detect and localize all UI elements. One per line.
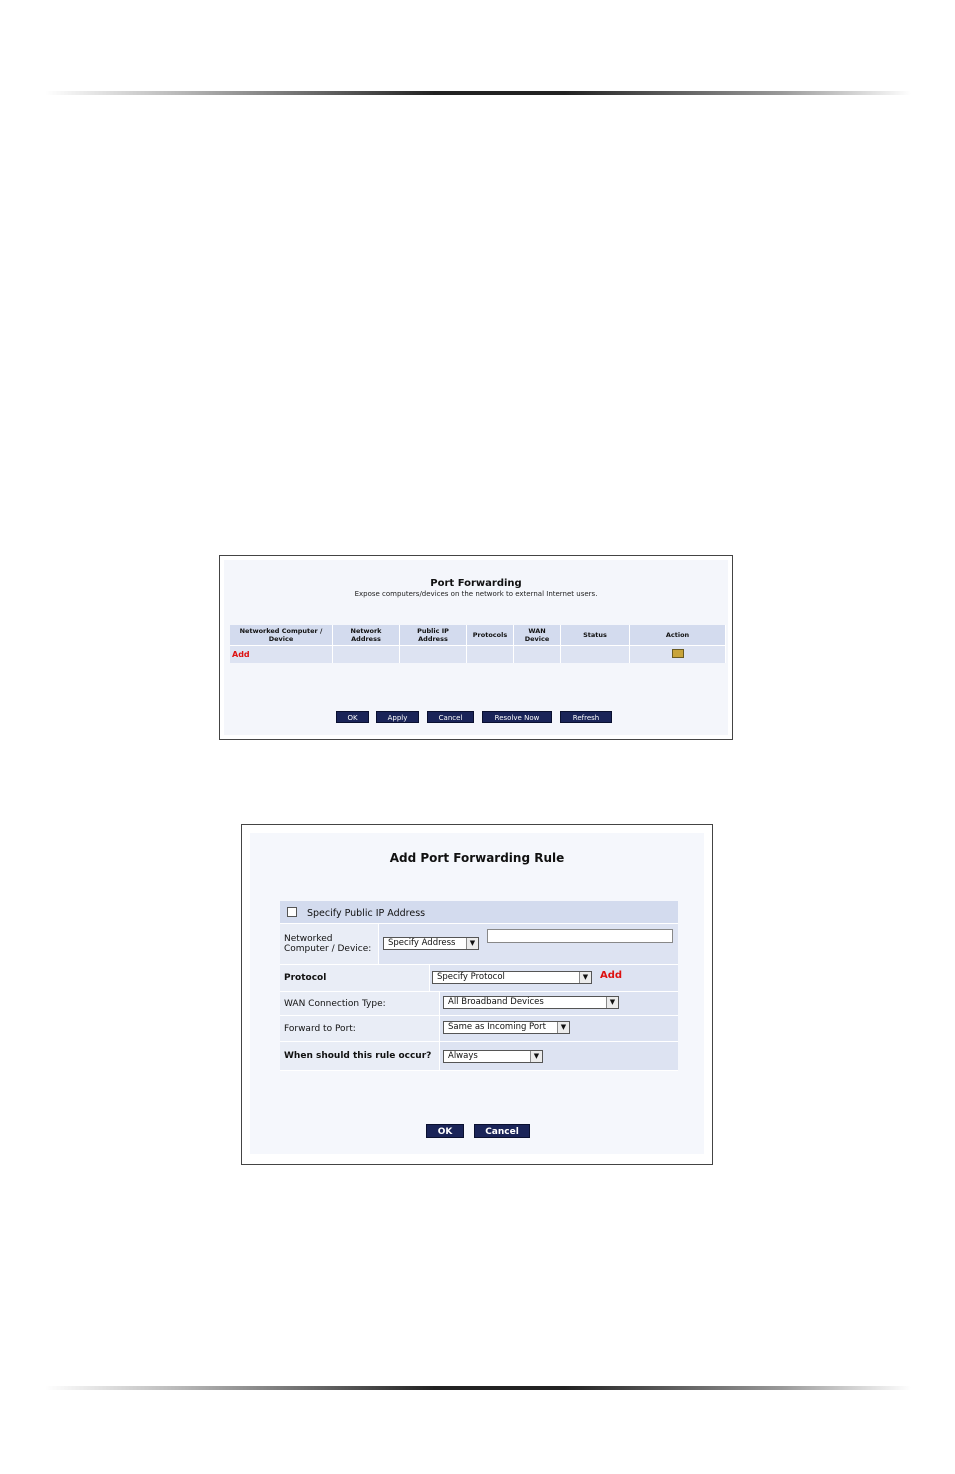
ok-button[interactable]: OK: [336, 711, 369, 723]
ok-button[interactable]: OK: [426, 1124, 464, 1138]
add-rule-form: [280, 901, 678, 1071]
specify-public-ip-row: [280, 901, 678, 924]
add-rule-panel: [250, 833, 704, 1154]
cancel-button[interactable]: Cancel: [427, 711, 474, 723]
networked-device-select[interactable]: Specify Address ▼: [383, 937, 479, 950]
refresh-button[interactable]: Refresh: [560, 711, 612, 723]
table-row: [230, 646, 726, 664]
resolve-now-button[interactable]: Resolve Now: [482, 711, 552, 723]
footer-rule: [45, 1386, 911, 1390]
schedule-label: When should this rule occur?: [280, 1042, 440, 1070]
page-title: Port Forwarding: [430, 578, 522, 589]
protocol-add-link[interactable]: Add: [600, 970, 623, 981]
chevron-down-icon: ▼: [530, 1051, 542, 1062]
page-title: Add Port Forwarding Rule: [389, 851, 565, 865]
networked-device-label: Networked Computer / Device:: [280, 924, 379, 964]
col-network-address: Network Address: [333, 625, 400, 646]
col-networked-device: Networked Computer / Device: [230, 625, 333, 646]
wan-row: [280, 992, 678, 1016]
col-public-ip: Public IP Address: [400, 625, 467, 646]
chevron-down-icon: ▼: [606, 997, 618, 1008]
port-forwarding-panel: [224, 560, 728, 735]
header-rule: [45, 91, 911, 95]
page-subtitle: Expose computers/devices on the network to external Internet users.: [354, 590, 598, 598]
col-protocols: Protocols: [467, 625, 514, 646]
specify-public-ip-label: Specify Public IP Address: [307, 908, 426, 919]
protocol-select[interactable]: Specify Protocol ▼: [432, 971, 592, 984]
protocol-label: Protocol: [280, 965, 430, 991]
col-wan-device: WAN Device: [514, 625, 561, 646]
specify-public-ip-checkbox[interactable]: [287, 907, 297, 917]
wan-select[interactable]: All Broadband Devices ▼: [443, 996, 619, 1009]
chevron-down-icon: ▼: [579, 972, 591, 983]
col-status: Status: [561, 625, 630, 646]
protocol-row: [280, 965, 678, 992]
schedule-select[interactable]: Always ▼: [443, 1050, 543, 1063]
port-forwarding-screenshot: [219, 555, 733, 740]
table-header-row: [230, 625, 726, 646]
forward-port-row: [280, 1016, 678, 1042]
chevron-down-icon: ▼: [466, 938, 478, 949]
network-address-input[interactable]: [487, 929, 673, 943]
add-action-icon[interactable]: [672, 649, 684, 658]
add-link[interactable]: Add: [232, 650, 250, 659]
add-rule-screenshot: [241, 824, 713, 1165]
wan-label: WAN Connection Type:: [280, 992, 440, 1015]
port-forwarding-table: [230, 625, 726, 663]
cancel-button[interactable]: Cancel: [474, 1124, 530, 1138]
chevron-down-icon: ▼: [557, 1022, 569, 1033]
schedule-row: [280, 1042, 678, 1071]
apply-button[interactable]: Apply: [376, 711, 419, 723]
col-action: Action: [630, 625, 726, 646]
networked-device-row: [280, 924, 678, 965]
forward-port-label: Forward to Port:: [280, 1016, 440, 1041]
forward-port-select[interactable]: Same as Incoming Port ▼: [443, 1021, 570, 1034]
